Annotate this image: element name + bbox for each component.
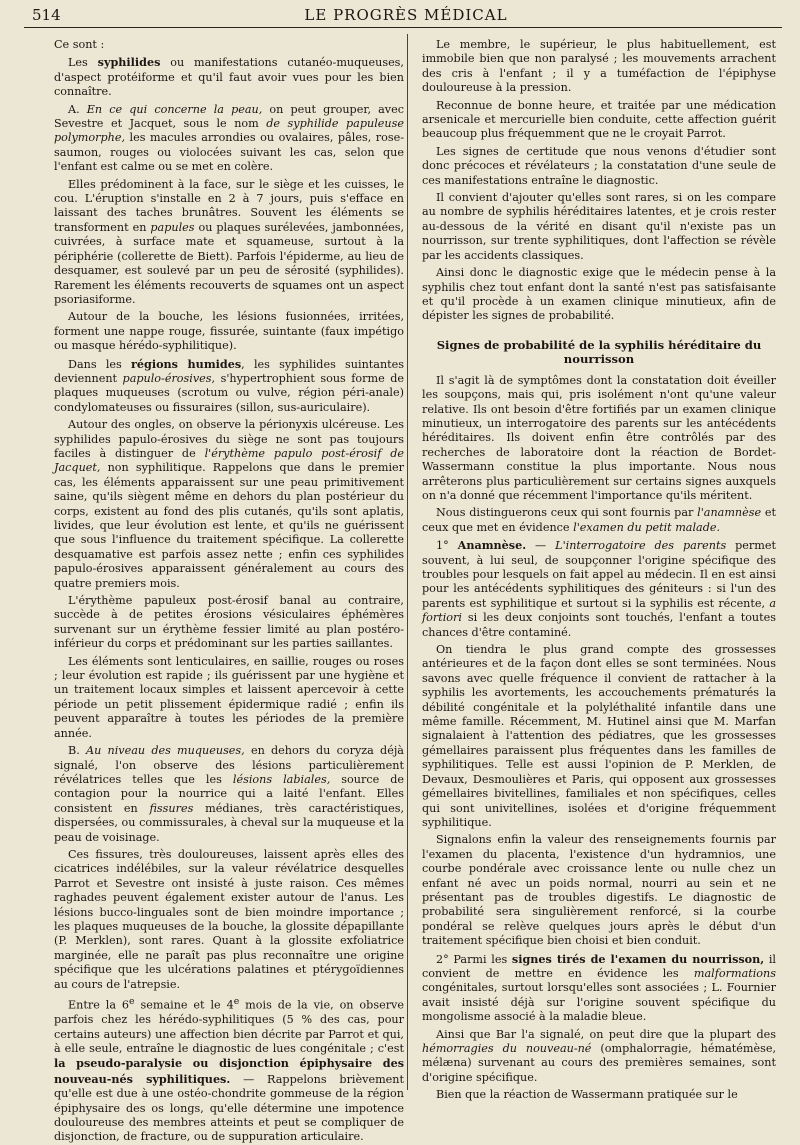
text-run: e	[233, 996, 240, 1007]
text-run: Au niveau des muqueuses,	[86, 744, 245, 758]
text-run: mois de la vie, on observe parfois chez les hérédo-syphilitiques (5 % des cas, pour certains auteurs) une affection bien décrite par Parrot et qui, à elle seule, entraîne le diagnostic de lues congénitale ; c'est	[54, 998, 404, 1055]
paragraph	[422, 1028, 776, 1086]
text-run: semaine et le 4	[134, 998, 234, 1012]
text-run: la pseudo-paralysie ou disjonction épiphysaire des nouveau-nés syphilitiques.	[54, 1056, 404, 1086]
text-run: L'interrogatoire des parents	[555, 539, 727, 553]
paragraph	[54, 418, 404, 591]
paragraph: Ces fissures, très douloureuses, laissent après elles des cicatrices indélébiles, sur la valeur révélatrice desquelles Parrot et Sevestre ont insisté à juste raison. Ces mêmes raghades peuvent également exister autour de l'anus. Les lésions bucco-linguales sont de bien moindre importance ; les plaques muqueuses de la bouche, la glossite dépapillante (P. Merklen), sont rares. Quant à la glossite exfoliatrice marginée, elle ne paraît pas plus reconnaître une origine spécifique que les ulcérations palatines et ptérygoïdiennes au cours de l'atrepsie.	[54, 847, 404, 991]
paragraph: Autour de la bouche, les lésions fusionnées, irritées, forment une nappe rouge, fissurée, suintante (faux impétigo ou masque hérédo-syphilitique).	[54, 310, 404, 353]
text-run: on peut grouper, avec Sevestre et Jacquet, sous le nom	[54, 102, 405, 131]
paragraph: Les signes de certitude que nous venons d'étudier sont donc précoces et révélateurs ; la constatation d'une seule de ces manifestations entraîne le diagnostic.	[422, 144, 776, 187]
paragraph	[422, 952, 776, 1025]
paragraph	[54, 995, 404, 1145]
text-run: de syphilide papuleuse polymorphe,	[54, 117, 404, 145]
text-run: permet souvent, à lui seul, de soupçonner l'origine spécifique des troubles pour lesquels on fait appel au médecin. Il en est ainsi pour les antécédents syphilitiques des géniteurs : si l'un des parents est syphilitique et surtout si la syphilis est récente,	[422, 539, 776, 610]
section-heading: Signes de probabilité de la syphilis héréditaire du nourrisson	[436, 337, 762, 366]
text-run: — Rappelons brièvement qu'elle est due à une ostéo-chondrite gommeuse de la région épiphysaire des os longs, qu'elle détermine une impotence douloureuse des membres atteints et peut se compliquer de disjonction, de fracture, ou de suppuration articulaire.	[54, 1072, 404, 1144]
paragraph: Signalons enfin la valeur des renseignements fournis par l'examen du placenta, l'existence d'un hydramnios, une courbe pondérale avec croissance lente ou nulle chez un enfant né avec un poids normal, nourri au sein et ne présentant pas de troubles digestifs. Le diagnostic de probabilité sera singulièrement renforcé, si la courbe pondéral se relève quelques jours après le début d'un traitement spécifique bien choisi et bien conduit.	[422, 833, 776, 948]
right-column	[422, 38, 777, 1102]
page-header	[28, 4, 784, 26]
text-run: les macules arrondies ou ovalaires, pâles, rose-saumon, rouges ou violocées suivant les cas, selon que l'enfant est calme ou se met en colère.	[54, 131, 404, 174]
text-run: a fortiori	[422, 596, 776, 625]
text-run: 2° Parmi les	[436, 952, 512, 966]
paragraph	[54, 55, 404, 99]
text-run: Nous distinguerons ceux qui sont fournis par	[436, 506, 698, 520]
text-run: l'examen du petit malade.	[573, 520, 721, 534]
text-run: Ainsi que Bar l'a signalé, on peut dire que la plupart des	[436, 1027, 776, 1041]
text-run: il convient de mettre en évidence les	[422, 952, 776, 980]
text-run: ou manifestations cutanéo-muqueuses, d'aspect protéiforme et qu'il faut avoir vues pour les bien connaître.	[54, 56, 404, 99]
text-run: Dans les	[68, 357, 131, 371]
text-run: Les	[68, 56, 98, 70]
paragraph	[54, 744, 404, 845]
paragraph	[54, 103, 404, 175]
text-run: papules	[150, 220, 195, 234]
text-run: l'érythème papulo post-érosif de Jacquet,	[54, 446, 404, 475]
paragraph	[422, 506, 776, 535]
text-run: et ceux que met en évidence	[422, 506, 776, 534]
paragraph: Bien que la réaction de Wassermann pratiquée sur le	[436, 1088, 738, 1102]
paragraph: Les éléments sont lenticulaires, en saillie, rouges ou roses ; leur évolution est rapide ; ils guérissent par une hygiène et un traitement locaux simples et laissent apercevoir à cette période un petit plissement épidermique radié ; enfin ils peuvent apparaître à toutes les périodes de la première année.	[54, 654, 404, 740]
text-run: hémorragies du nouveau-né	[422, 1042, 592, 1055]
text-run: médianes, très caractéristiques, dispersées, ou commissurales, à cheval sur la muqueuse et la peau de voisinage.	[54, 801, 404, 844]
text-run: Autour des ongles, on observe la périonyxis ulcéreuse. Les syphilides papulo-érosives du siège ne sont pas toujours faciles à distinguer de	[54, 418, 404, 460]
text-run: —	[526, 539, 556, 553]
text-run: e	[129, 996, 135, 1007]
paragraph	[422, 538, 776, 640]
paragraph: Il convient d'ajouter qu'elles sont rares, si on les compare au nombre de syphilis héréditaires latentes, et je crois rester au-dessous de la vérité en disant qu'il n'existe pas un nourrisson, sur trente syphilitiques, dont l'affection se révèle par les accidents classiques.	[422, 191, 776, 262]
paragraph	[54, 357, 404, 416]
page-number: 514	[32, 6, 61, 24]
text-run: régions humides	[131, 356, 242, 371]
text-run: source de contagion pour la nourrice qui a laité l'enfant. Elles consistent en	[54, 772, 405, 815]
text-run: B.	[68, 744, 86, 758]
paragraph: Ainsi donc le diagnostic exige que le médecin pense à la syphilis chez tout enfant dont la santé n'est pas satisfaisante et qu'il procède à un examen clinique minutieux, afin de dépister les signes de probabilité.	[422, 266, 776, 323]
paragraph: Le membre, le supérieur, le plus habituellement, est immobile bien que non paralysé ; les mouvements arrachent des cris à l'enfant ; il y a tuméfaction de l'épiphyse douloureuse à la pression.	[422, 38, 776, 95]
text-run: non syphilitique. Rappelons que dans le premier cas, les éléments apparaissent sur une peau primitivement saine, qu'ils siègent même en dehors du plan postérieur du corps, existent au fond des plis cutanés, qu'ils sont aplatis, livides, que leur évolution est lente, et qu'ils ne guérissent que sous l'influence du traitement spécifique. La collerette desquamative est parfois assez nette ; enfin ces syphilides papulo-érosives apparaissent généralement au cours des quatre premiers mois.	[54, 461, 404, 590]
text-run: , s'hypertrophient sous forme de plaques muqueuses (scrotum ou vulve, région péri-anale) condylomateuses ou fissuraires (sillon, sus-auriculaire).	[54, 371, 405, 414]
text-run: lésions labiales,	[232, 772, 331, 786]
text-run: l'anamnèse	[697, 506, 762, 520]
text-run: en dehors du coryza déjà signalé, l'on observe des lésions particulièrement révélatrices telles que les	[54, 744, 404, 786]
text-run: (omphalorragie, hématémèse, mélæna) survenant au cours des premières semaines, sont d'origine spécifique.	[422, 1042, 777, 1084]
text-run: syphilides	[97, 55, 161, 70]
paragraph	[54, 178, 404, 308]
paragraph: Reconnue de bonne heure, et traitée par une médication arsenicale et mercurielle bien conduite, cette affection guérit beaucoup plus fréquemment que ne le croyait Parrot.	[422, 98, 776, 141]
paragraph: On tiendra le plus grand compte des grossesses antérieures et de la façon dont elles se sont terminées. Nous savons avec quelle fréquence il convient de rattacher à la syphilis les avortements, les accouchements prématurés la débilité congénitale et la polyléthalité infantile dans une même famille. Récemment, M. Hutinel ainsi que M. Marfan signalaient à l'attention des pédiatres, que les grossesses gémellaires paraissent plus fréquentes dans les familles de syphilitiques. Telle est aussi l'opinion de P. Merklen, de Devaux, Desmoulières et Paris, qui opposent aux grossesses gémellaires bivitellines, familiales et non spécifiques, celles qui sont univitellines, isolées et d'origine fréquemment syphilitique.	[422, 643, 776, 829]
text-run: Anamnèse.	[457, 538, 527, 553]
text-run: signes tirés de l'examen du nourrisson,	[511, 951, 765, 966]
paragraph: L'érythème papuleux post-érosif banal au contraire, succède à de petites érosions vésiculaires éphémères survenant sur un érythème fessier limité au plan postéro-inférieur du corps et prédominant sur les parties saillantes.	[54, 594, 404, 651]
text-run: Elles prédominent à la face, sur le siège et les cuisses, le cou. L'éruption s'installe en 2 à 7 jours, puis s'efface en laissant des taches brunâtres. Souvent les éléments se transforment en	[54, 177, 404, 234]
text-run: papulo-érosives	[122, 371, 212, 385]
text-run: congénitales, surtout lorsqu'elles sont associées ; L. Fournier avait insisté déjà sur l'origine souvent spécifique du mongolisme associé à la maladie bleue.	[422, 981, 776, 1024]
text-run: A.	[68, 102, 87, 116]
text-run: si les deux conjoints sont touchés, l'enfant a toutes chances d'être contaminé.	[422, 611, 776, 639]
paragraph: Ce sont :	[54, 38, 105, 51]
header-rule	[24, 27, 782, 28]
left-column	[54, 38, 405, 1144]
column-divider	[407, 34, 408, 1090]
text-run: Entre la 6	[68, 998, 130, 1012]
text-run: , les syphilides suintantes deviennent	[54, 357, 405, 385]
text-run: 1°	[436, 539, 458, 553]
text-run: fissures	[149, 801, 194, 815]
text-run: En ce qui concerne la peau,	[86, 102, 263, 116]
journal-title: LE PROGRÈS MÉDICAL	[304, 6, 508, 24]
text-run: malformations	[693, 966, 776, 980]
paragraph: Il s'agit là de symptômes dont la constatation doit éveiller les soupçons, mais qui, pris isolément n'ont qu'une valeur relative. Ils ont besoin d'être fortifiés par un examen clinique minutieux, un interrogatoire des parents sur les antécédents héréditaires. Ils doivent enfin être contrôlés par des recherches de laboratoire dont la réaction de Bordet-Wassermann constitue la plus importante. Nous nous arrêterons plus particulièrement sur certains signes auxquels on n'a donné que récemment l'importance qu'ils méritent.	[422, 373, 776, 502]
text-run: ou plaques surélevées, jambonnées, cuivrées, à surface mate et squameuse, surtout à la périphérie (collerette de Biett). Parfois l'épiderme, au lieu de desquamer, est soulevé par un peu de sérosité (syphilides). Rarement les éléments recouverts de squames ont un aspect psoriasiforme.	[54, 220, 405, 306]
